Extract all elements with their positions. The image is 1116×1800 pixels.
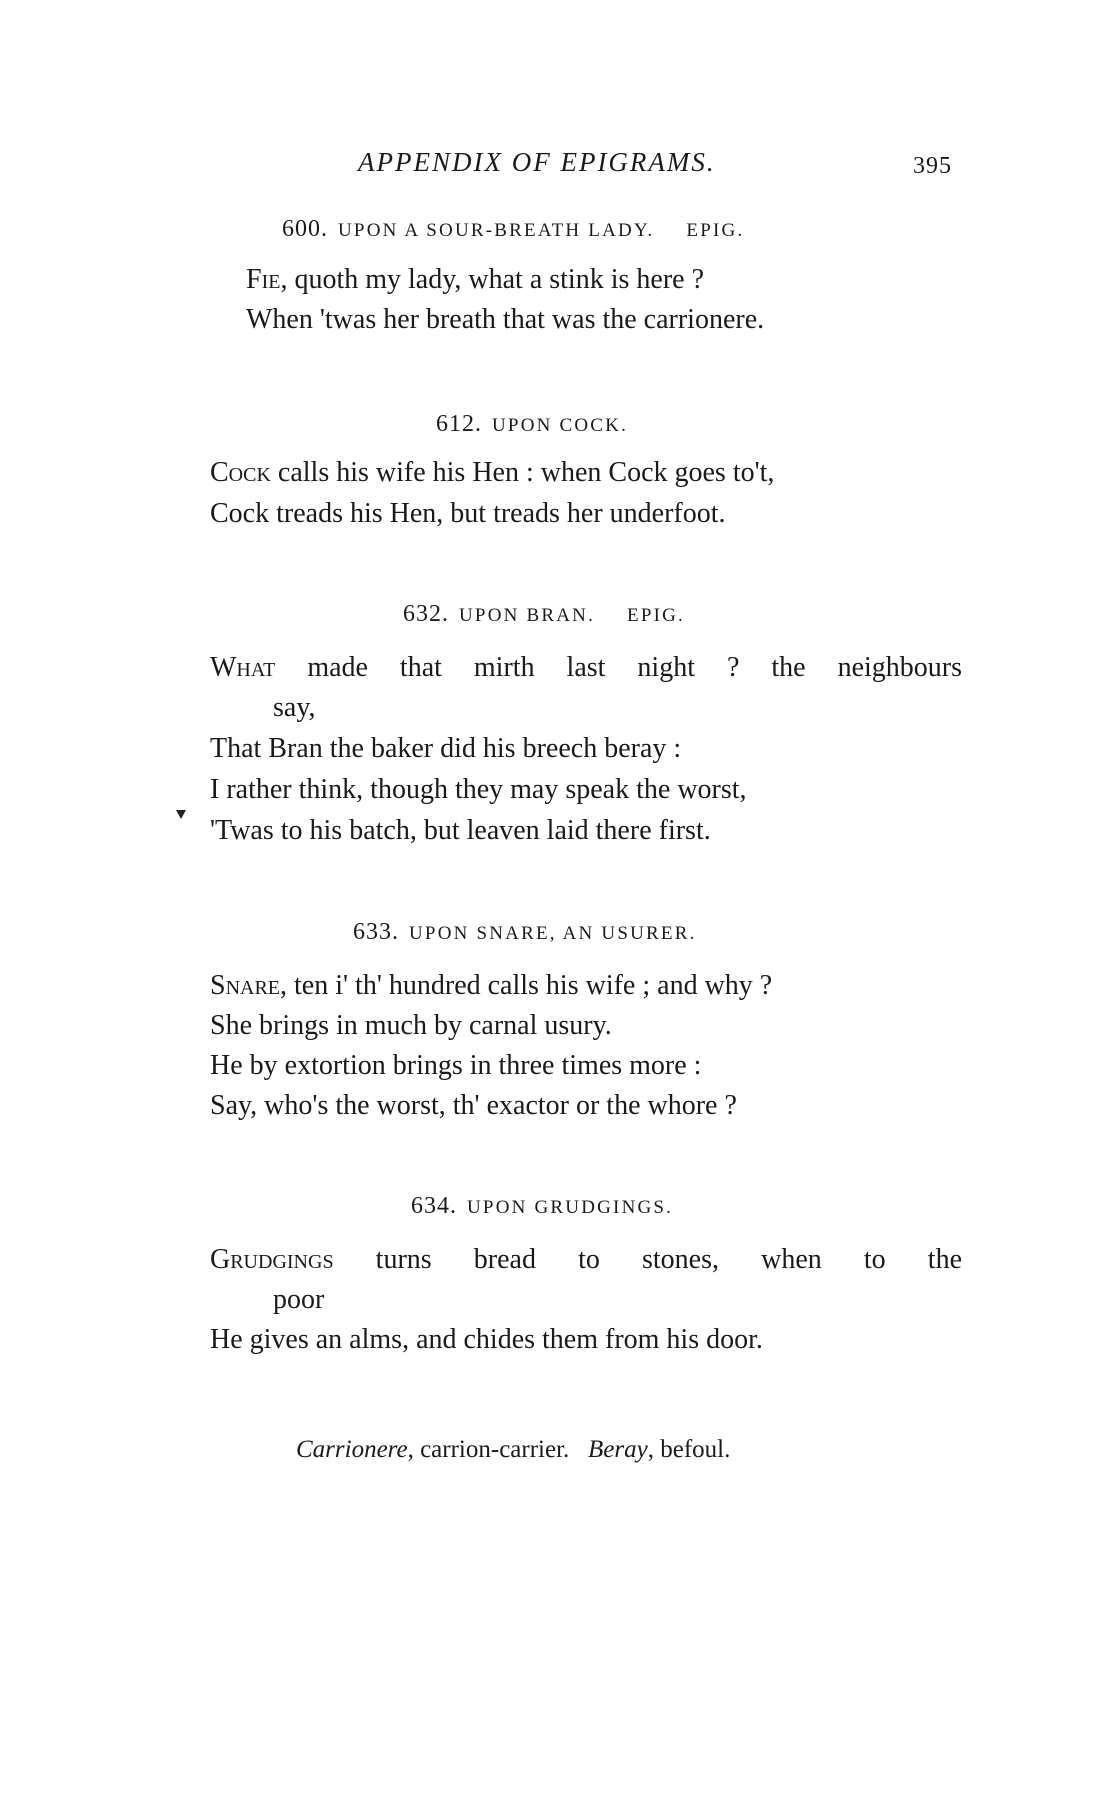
page-number: 395 [913,153,952,179]
verse-line-continuation: say, [273,692,316,723]
verse-initial-word: Fie [246,264,281,295]
verse-line: She brings in much by carnal usury. [210,1010,612,1041]
epigram-title [436,411,628,438]
epigram-heading: UPON COCK. [492,415,629,436]
verse-line: Cock treads his Hen, but treads her underfoot. [210,498,726,529]
epigram-title [403,601,685,628]
verse-line-rest: turns bread to stones, when to the [333,1244,962,1275]
epigram-heading: UPON A SOUR-BREATH LADY. [338,220,655,241]
epigram-tag: EPIG. [686,220,745,241]
glossary-definition: , befoul. [647,1436,731,1463]
verse-line-rest: , quoth my lady, what a stink is here ? [280,264,704,295]
verse-initial-word: What [210,652,276,683]
glossary-term: Carrionere [296,1436,408,1463]
verse-line: When 'twas her breath that was the carrionere. [246,304,765,335]
epigram-title [282,216,744,243]
verse-initial-word: Cock [210,457,271,488]
epigram-tag: EPIG. [627,605,686,626]
epigram-title [353,919,697,946]
verse-initial-word: Grudgings [210,1244,334,1275]
epigram-heading: UPON SNARE, AN USURER. [409,923,697,944]
epigram-number: 612. [436,411,482,437]
verse-line-continuation: poor [273,1284,325,1315]
verse-line-rest: made that mirth last night ? the neighbours [275,652,962,683]
running-title: APPENDIX OF EPIGRAMS. [358,147,716,177]
verse-line [210,453,774,493]
verse-line-rest: calls his wife his Hen : when Cock goes to't, [270,457,775,488]
verse-line: He gives an alms, and chides them from his door. [210,1324,763,1355]
verse-line [210,648,962,688]
verse-line [246,260,704,300]
verse-line-rest: , ten i' th' hundred calls his wife ; and why ? [280,970,773,1001]
epigram-heading: UPON GRUDGINGS. [467,1197,674,1218]
glossary-definition: , carrion-carrier. [407,1436,570,1463]
footnote-glossary [296,1436,730,1464]
epigram-number: 634. [411,1193,457,1219]
verse-line: He by extortion brings in three times more : [210,1050,702,1081]
verse-line: That Bran the baker did his breech beray : [210,733,682,764]
epigram-heading: UPON BRAN. [459,605,596,626]
glossary-term: Beray [588,1436,648,1463]
verse-line: Say, who's the worst, th' exactor or the whore ? [210,1090,737,1121]
verse-line [210,1240,962,1280]
epigram-number: 633. [353,919,399,945]
verse-line [210,966,772,1006]
verse-line: 'Twas to his batch, but leaven laid there first. [210,815,711,846]
ink-mark [176,810,186,819]
epigram-number: 632. [403,601,449,627]
epigram-title [411,1193,673,1220]
verse-initial-word: Snare [210,970,281,1001]
verse-line: I rather think, though they may speak the worst, [210,774,747,805]
epigram-number: 600. [282,216,328,242]
